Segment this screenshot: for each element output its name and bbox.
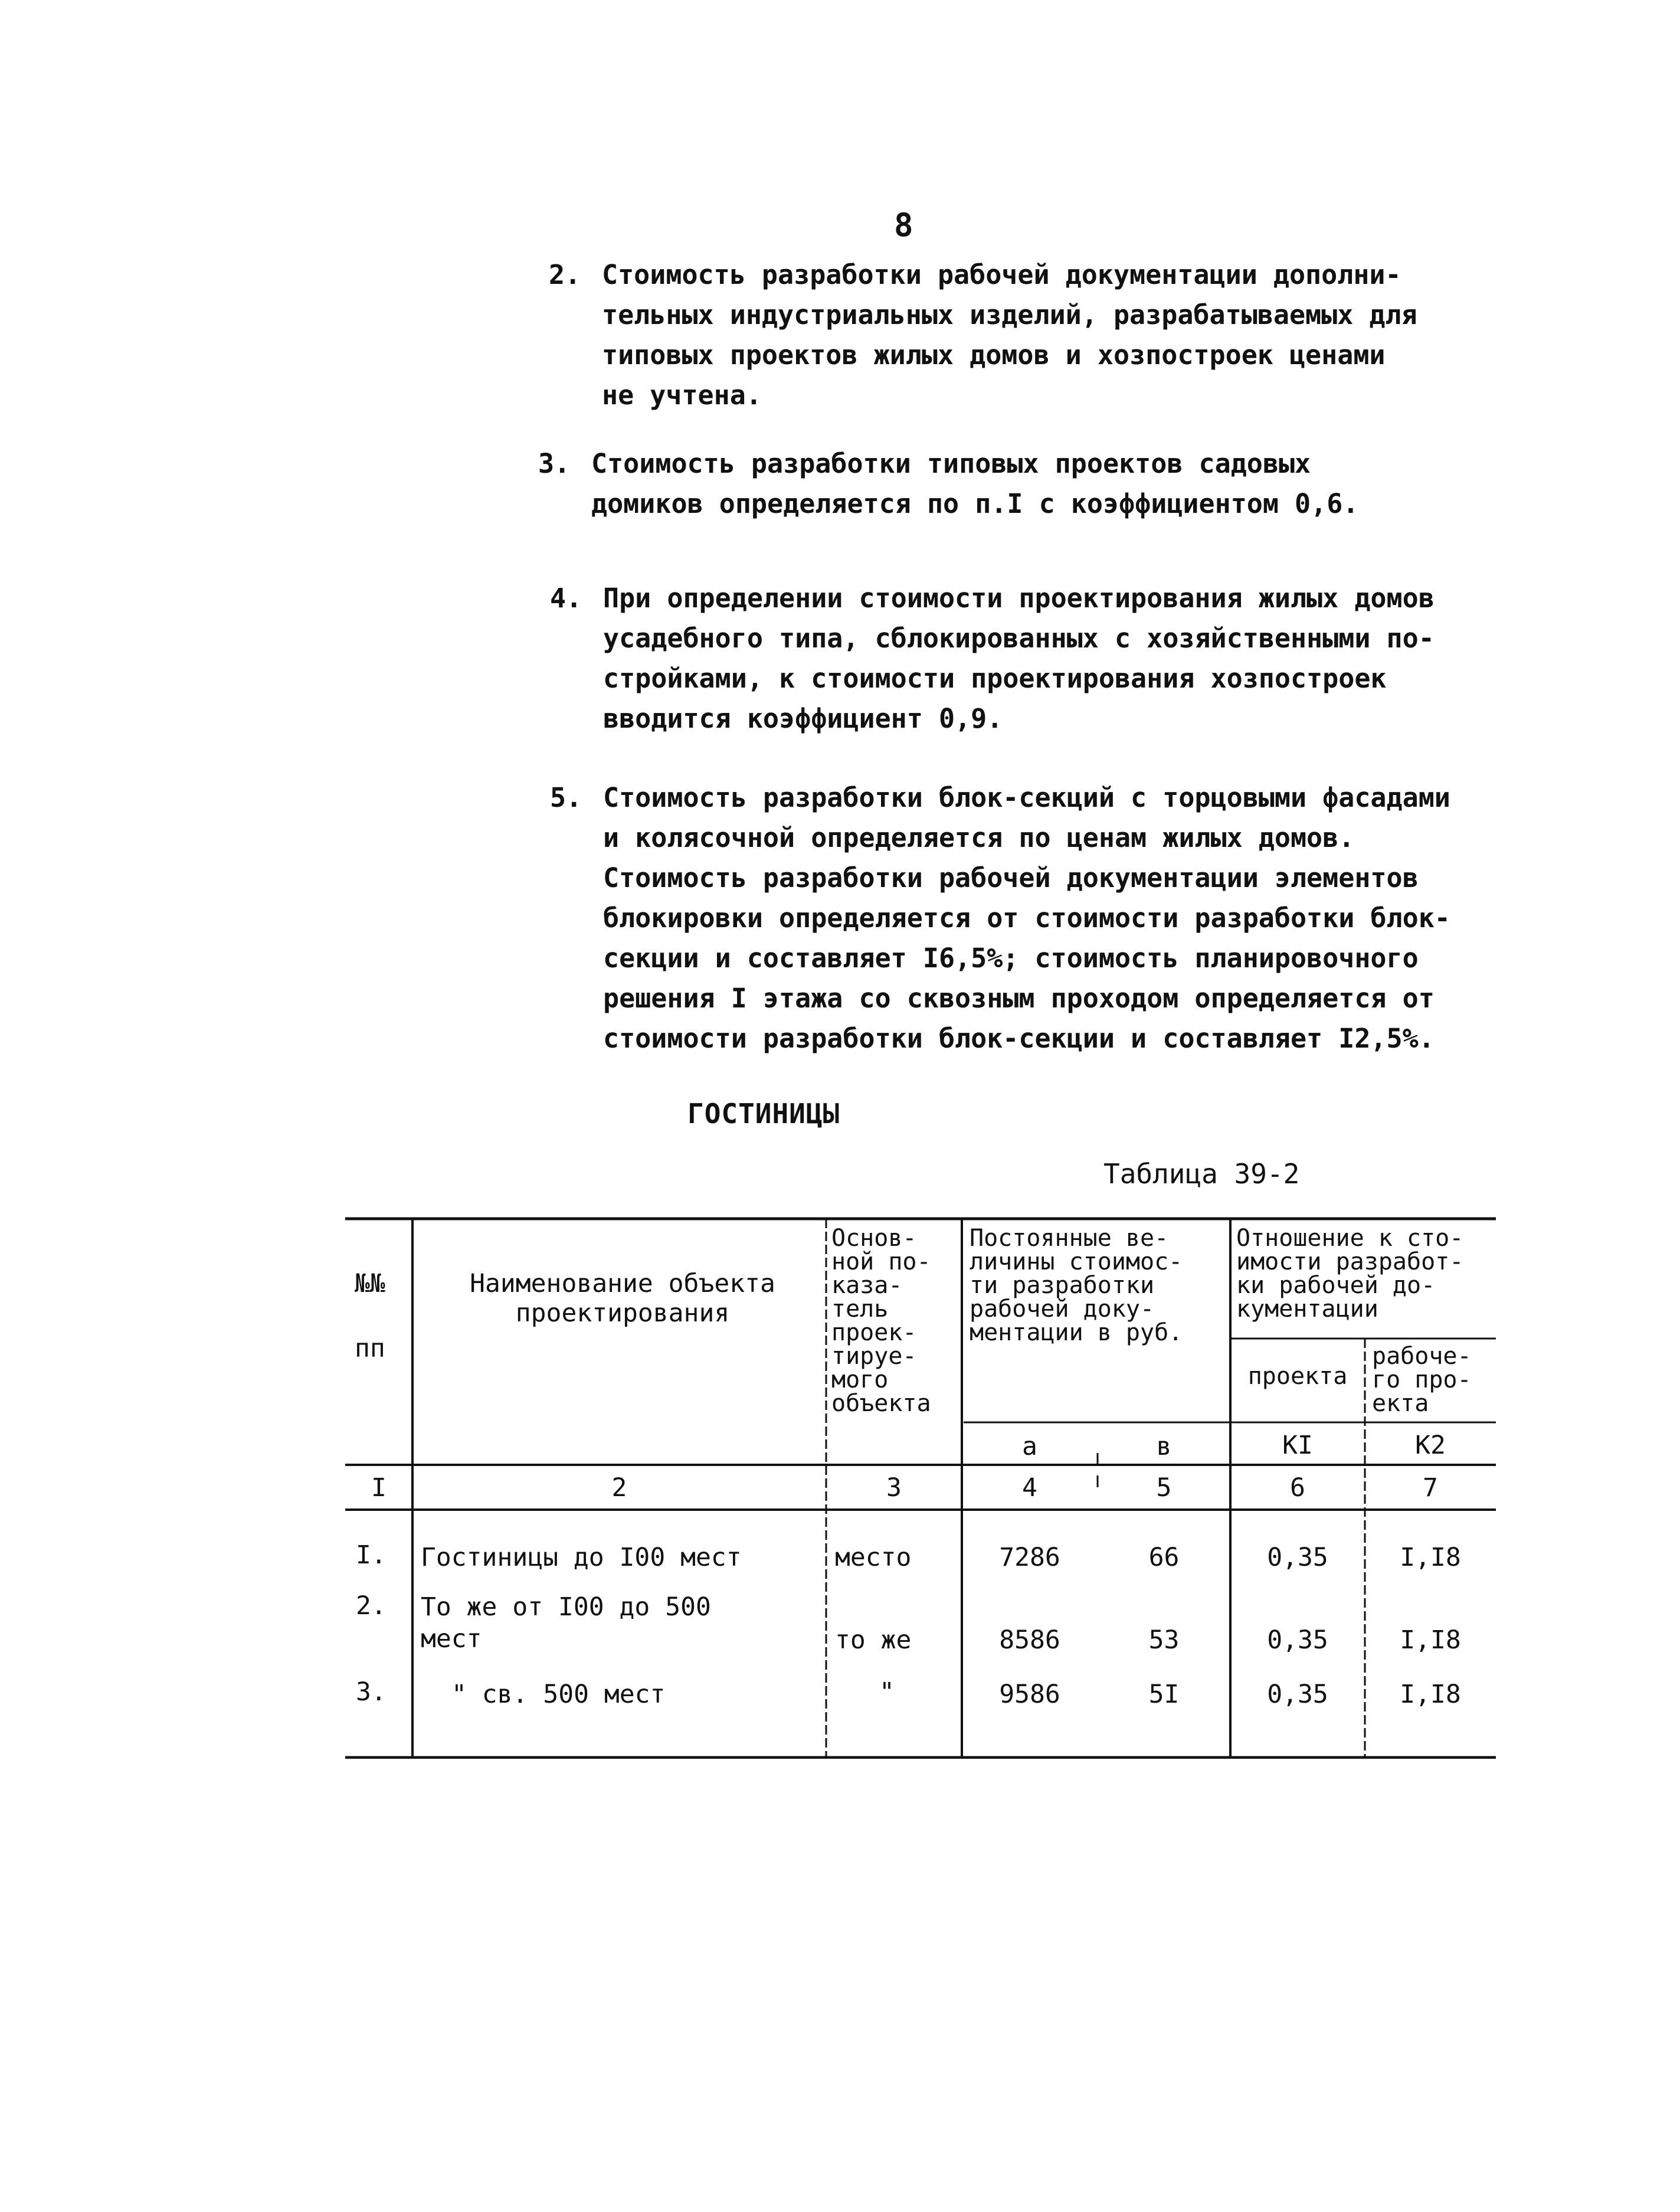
paragraph-number: 3. — [538, 448, 571, 479]
row-number: I. — [356, 1540, 387, 1570]
header-indicator-line: мого — [831, 1366, 889, 1393]
paragraph-line: и колясочной определяется по ценам жилых домов. — [603, 822, 1355, 853]
paragraph-number: 4. — [550, 583, 582, 614]
header-indicator-line: Основ- — [831, 1225, 917, 1252]
paragraph-line: При определении стоимости проектирования жилых домов — [603, 583, 1435, 614]
paragraph-line: усадебного типа, сблокированных с хозяйственными по- — [603, 623, 1435, 654]
column-number: 2 — [611, 1473, 627, 1503]
header-constant-values-line: Постоянные ве- — [970, 1225, 1169, 1252]
header-constant-values-line: ти разработки — [970, 1272, 1155, 1299]
paragraph-line: тельных индустриальных изделий, разрабатываемых для — [602, 299, 1417, 331]
row-k1: 0,35 — [1267, 1543, 1328, 1572]
header-indicator-line: тель — [831, 1295, 889, 1323]
header-constant-values-line: рабочей доку- — [970, 1295, 1155, 1323]
header-constant-values-line: личины стоимос- — [970, 1248, 1183, 1275]
row-number: 2. — [356, 1591, 387, 1621]
header-cost-ratio-line: имости разработ- — [1236, 1248, 1464, 1275]
header-sub-b: в — [1156, 1432, 1172, 1461]
column-number: I — [371, 1473, 387, 1503]
header-sub-a: а — [1022, 1432, 1037, 1461]
header-cost-ratio — [1236, 1226, 1463, 1321]
header-working-project-line: го про- — [1372, 1366, 1472, 1393]
row-object-name: То же от I00 до 500 — [421, 1592, 711, 1622]
header-working-project-line: рабоче- — [1372, 1343, 1472, 1370]
header-number-label: пп — [355, 1334, 385, 1363]
row-unit: то же — [835, 1625, 912, 1655]
cost-table — [345, 1210, 1496, 1759]
row-k2: I,I8 — [1400, 1543, 1461, 1572]
paragraph-number: 5. — [550, 782, 582, 813]
row-k2: I,I8 — [1400, 1625, 1461, 1655]
header-indicator-line: проек- — [831, 1319, 917, 1346]
column-number: 5 — [1156, 1473, 1172, 1503]
row-value-b: 66 — [1148, 1543, 1180, 1572]
paragraph-line: не учтена. — [602, 379, 762, 411]
header-working-project — [1372, 1344, 1472, 1415]
section-title: ГОСТИНИЦЫ — [687, 1098, 840, 1130]
paragraph-line: Стоимость разработки блок-секций с торцовыми фасадами — [603, 782, 1450, 813]
paragraph-2 — [549, 255, 1417, 415]
header-constant-values — [970, 1226, 1183, 1344]
row-object-name: " св. 500 мест — [451, 1680, 666, 1709]
row-value-a: 7286 — [999, 1543, 1060, 1572]
row-value-b: 5I — [1148, 1680, 1180, 1709]
paragraph-line: Стоимость разработки рабочей документации дополни- — [602, 259, 1401, 290]
paragraph-line: секции и составляет I6,5%; стоимость планировочного — [603, 943, 1419, 974]
header-object-name-line: Наименование объекта — [470, 1269, 775, 1298]
header-object-name-line: проектирования — [515, 1298, 730, 1328]
column-number: 4 — [1022, 1473, 1037, 1503]
header-sub-k2: К2 — [1415, 1431, 1446, 1460]
header-indicator-line: тируе- — [831, 1343, 917, 1370]
paragraph-line: вводится коэффициент 0,9. — [603, 703, 1003, 734]
header-working-project-line: екта — [1372, 1390, 1429, 1417]
row-object-name: мест — [421, 1624, 482, 1654]
paragraph-line: Стоимость разработки типовых проектов садовых — [591, 448, 1311, 479]
paragraph-5 — [550, 778, 1450, 1059]
paragraph-line: стоимости разработки блок-секции и составляет I2,5%. — [603, 1023, 1435, 1054]
header-indicator-line: ной по- — [831, 1248, 931, 1275]
header-project: проекта — [1247, 1363, 1348, 1390]
row-k1: 0,35 — [1267, 1680, 1328, 1709]
column-number: 3 — [886, 1473, 902, 1503]
header-indicator-line: каза- — [831, 1272, 903, 1299]
paragraph-line: стройками, к стоимости проектирования хозпостроек — [603, 663, 1387, 694]
row-value-a: 8586 — [999, 1625, 1060, 1655]
header-sub-k1: КI — [1282, 1431, 1313, 1460]
paragraph-line: домиков определяется по п.I с коэффициентом 0,6. — [591, 488, 1359, 519]
header-object-name — [422, 1269, 823, 1328]
row-k1: 0,35 — [1267, 1625, 1328, 1655]
header-number-mark: №№ — [355, 1269, 385, 1298]
paragraph-4 — [550, 578, 1435, 739]
paragraph-line: Стоимость разработки рабочей документации элементов — [603, 862, 1419, 894]
row-unit: " — [879, 1677, 895, 1707]
header-cost-ratio-line: ки рабочей до- — [1236, 1272, 1436, 1299]
paragraph-line: типовых проектов жилых домов и хозпостроек ценами — [602, 339, 1386, 371]
page-number: 8 — [894, 207, 913, 244]
row-number: 3. — [356, 1677, 387, 1707]
paragraph-number: 2. — [549, 259, 581, 290]
column-number: 7 — [1423, 1473, 1438, 1503]
paragraph-line: решения I этажа со сквозным проходом определяется от — [603, 983, 1435, 1014]
row-object-name: Гостиницы до I00 мест — [421, 1543, 742, 1572]
row-k2: I,I8 — [1400, 1680, 1461, 1709]
header-indicator — [831, 1226, 931, 1415]
paragraph-line: блокировки определяется от стоимости разработки блок- — [603, 902, 1450, 934]
table-caption: Таблица 39-2 — [1103, 1158, 1300, 1190]
paragraph-3 — [538, 444, 1358, 524]
row-value-a: 9586 — [999, 1680, 1060, 1709]
row-unit: место — [835, 1543, 912, 1572]
header-indicator-line: объекта — [831, 1390, 931, 1417]
header-cost-ratio-line: кументации — [1236, 1295, 1378, 1323]
header-cost-ratio-line: Отношение к сто- — [1236, 1225, 1464, 1252]
header-constant-values-line: ментации в руб. — [970, 1319, 1183, 1346]
row-value-b: 53 — [1148, 1625, 1180, 1655]
column-number: 6 — [1290, 1473, 1305, 1503]
